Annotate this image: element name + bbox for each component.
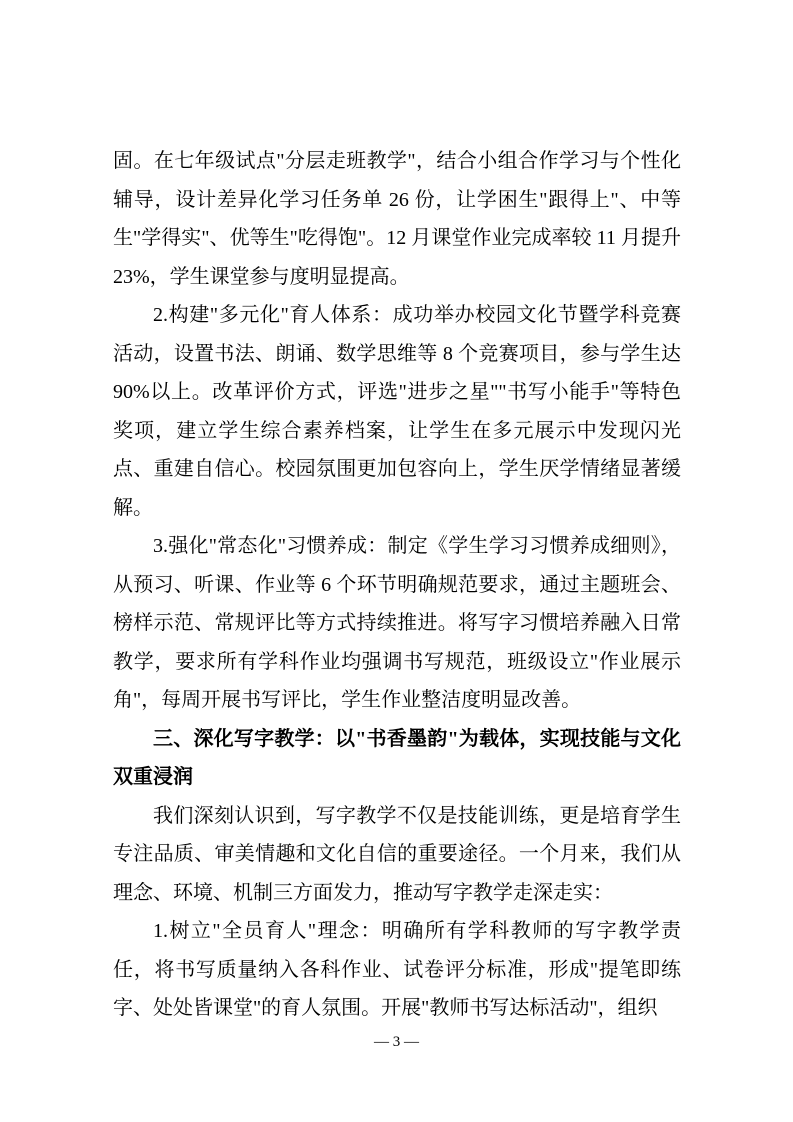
paragraph-continuation: 固。在七年级试点"分层走班教学"，结合小组合作学习与个性化辅导，设计差异化学习任务单 26 份，让学困生"跟得上"、中等生"学得实"、优等生"吃得饱"。12 月课堂作业完成率较 11 月提升 23%，学生课堂参与度明显提高。 bbox=[113, 150, 681, 288]
paragraph-multi-channel-system: 2.构建"多元化"育人体系：成功举办校园文化节暨学科竞赛活动，设置书法、朗诵、数学思维等 8 个竞赛项目，参与学生达 90%以上。改革评价方式，评选"进步之星""书写小能手"等特色奖项，建立学生综合素养档案，让学生在多元展示中发现闪光点、重建自信心。校园氛围更加包容向上，学生厌学情绪显著缓解。 bbox=[113, 304, 681, 519]
page-footer bbox=[0, 1032, 793, 1052]
paragraph-all-staff-education: 1.树立"全员育人"理念：明确所有学科教师的写字教学责任，将书写质量纳入各科作业、试卷评分标准，形成"提笔即练字、处处皆课堂"的育人氛围。开展"教师书写达标活动"，组织 bbox=[113, 920, 681, 1019]
paragraph-writing-teaching-intro: 我们深刻认识到，写字教学不仅是技能训练，更是培育学生专注品质、审美情趣和文化自信的重要途径。一个月来，我们从理念、环境、机制三方面发力，推动写字教学走深走实： bbox=[113, 804, 681, 904]
section-heading-three: 三、深化写字教学：以"书香墨韵"为载体，实现技能与文化双重浸润 bbox=[113, 727, 681, 788]
paragraph-habit-building: 3.强化"常态化"习惯养成：制定《学生学习习惯养成细则》，从预习、听课、作业等 6 个环节明确规范要求，通过主题班会、榜样示范、常规评比等方式持续推进。将写字习惯培养融入日常教学，要求所有学科作业均强调书写规范，班级设立"作业展示角"，每周开展书写评比，学生作业整洁度明显改善。 bbox=[113, 535, 681, 711]
document-body bbox=[113, 142, 681, 1028]
page-number: — 3 — bbox=[374, 1034, 419, 1050]
